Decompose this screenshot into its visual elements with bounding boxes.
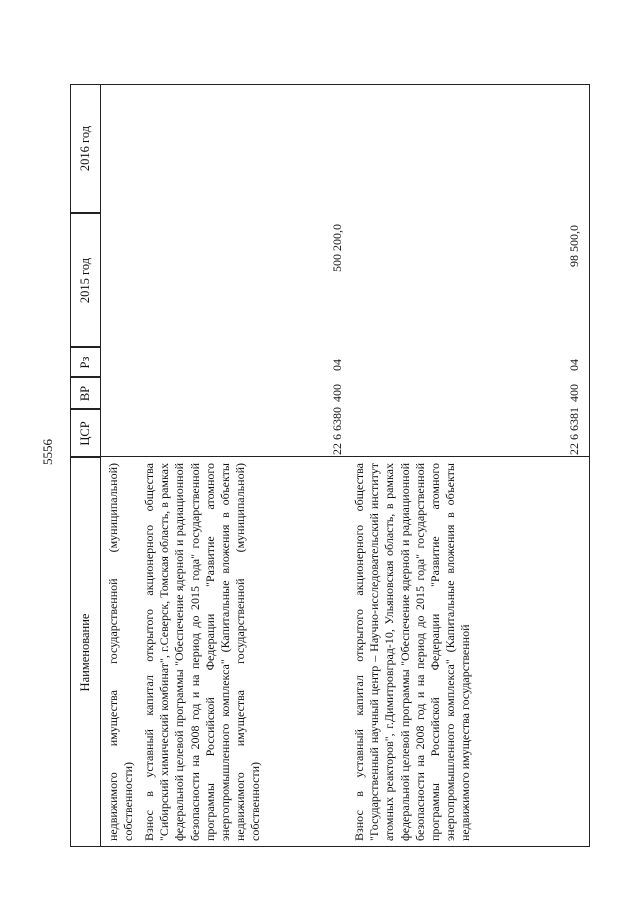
header-2016: 2016 год: [77, 125, 92, 172]
table-row: [106, 463, 136, 841]
row-csr: 22 6 6381: [567, 407, 581, 455]
header-vr: ВР: [70, 377, 100, 409]
row-rz: 04: [567, 359, 581, 371]
row-2015: 500 200,0: [330, 224, 344, 272]
row-2015: 98 500,0: [567, 225, 581, 267]
table-row: [142, 463, 264, 841]
header-rz: Рз: [70, 347, 100, 377]
row-vr: 400: [330, 384, 344, 402]
header-name: Наименование: [70, 457, 100, 847]
budget-table: [70, 84, 590, 847]
table-row: [352, 463, 474, 841]
row-vr: 400: [567, 384, 581, 402]
row-csr: 22 6 6380: [330, 407, 344, 455]
header-2015: 2015 год: [70, 213, 100, 347]
row-name: Взнос в уставный капитал открытого акционерного общества "Сибирский химический комбинат", г.Северск, Томская область, в рамках федеральной целевой программы "Обеспечение ядерной и радиационной безопасности на 2008 год и на период до 2015 года" государственной программы Российской Федерации "Развитие атомного энергопромышленного комплекса" (Капитальные вложения в объекты недвижимого имущества государственной (муниципальной) собственности): [142, 463, 263, 841]
row-name: Взнос в уставный капитал открытого акционерного общества "Государственный научный центр – Научно-исследовательский институт атомных реакторов", г.Димитровград-10, Ульяновская область, в рамках федеральной целевой программы "Обеспечение ядерной и радиационной безопасности на 2008 год и на период до 2015 года" государственной программы Российской Федерации "Развитие атомного энергопромышленного комплекса" (Капитальные вложения в объекты недвижимого имущества государственной: [352, 463, 473, 841]
column-divider: [70, 346, 100, 347]
row-rz: 04: [330, 359, 344, 371]
column-divider: [70, 456, 590, 457]
page-number: 5556: [40, 439, 55, 465]
header-csr: ЦСР: [70, 409, 100, 457]
column-divider: [70, 212, 100, 213]
column-divider: [70, 376, 100, 377]
header-divider: [100, 84, 101, 847]
column-divider: [70, 408, 100, 409]
row-name: недвижимого имущества государственной (муниципальной) собственности): [106, 463, 136, 841]
